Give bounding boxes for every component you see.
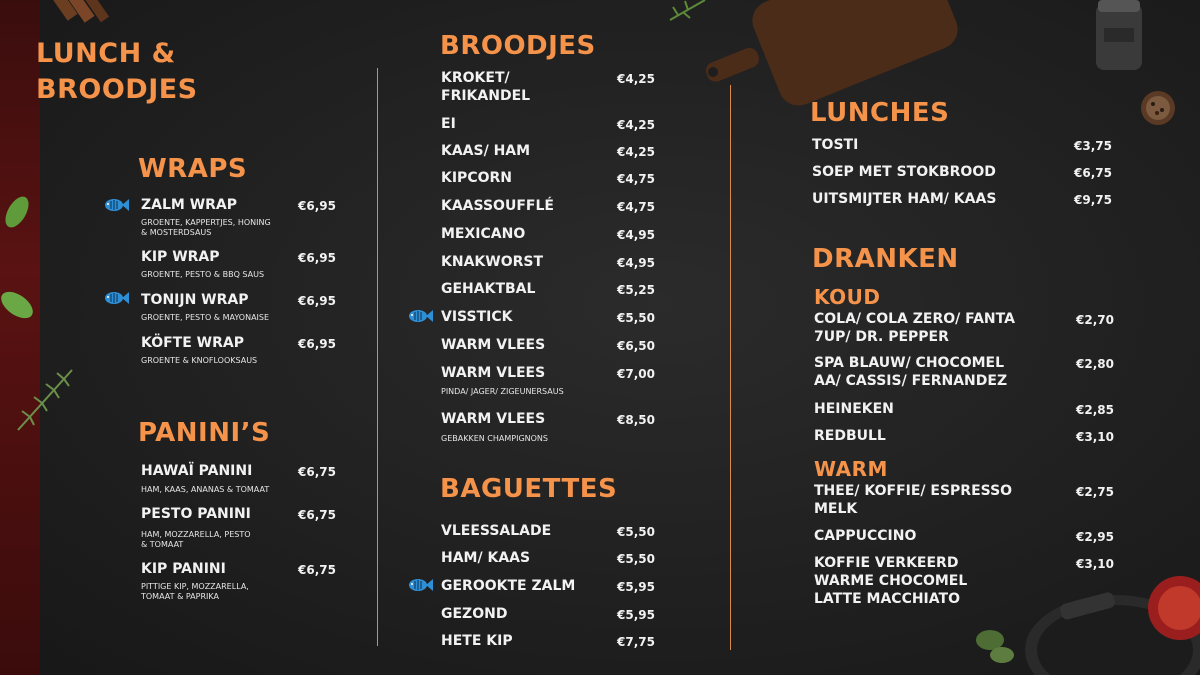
menu-item-name: HETE KIP (441, 633, 513, 649)
menu-item-price: €2,85 (1076, 403, 1114, 417)
menu-item-price: €3,10 (1076, 557, 1114, 571)
menu-item-name: GEHAKTBAL (441, 281, 536, 297)
menu-item-price: €4,75 (617, 172, 655, 186)
menu-item-price: €6,50 (617, 339, 655, 353)
divider-line-left (377, 68, 378, 646)
menu-item-name: VLEESSALADE (441, 523, 552, 539)
menu-item-price: €2,80 (1076, 357, 1114, 371)
menu-item-name: COLA/ COLA ZERO/ FANTA 7UP/ DR. PEPPER (814, 311, 1015, 345)
menu-title-line1: LUNCH & (36, 38, 176, 69)
menu-item-name: KOFFIE VERKEERD WARME CHOCOMEL LATTE MACCHIATO (814, 555, 968, 607)
menu-item-name: MEXICANO (441, 226, 526, 242)
menu-item-name: SOEP MET STOKBROOD (812, 164, 996, 180)
menu-item-description: HAM, KAAS, ANANAS & TOMAAT (141, 485, 270, 494)
herb-sprig-decoration (670, 0, 705, 20)
subsection-title-warm: WARM (814, 457, 888, 481)
subsection-title-koud: KOUD (814, 285, 881, 309)
menu-item-price: €6,95 (298, 294, 336, 308)
section-title-dranken: DRANKEN (812, 244, 959, 274)
fish-icon (407, 308, 433, 324)
section-title-paninis: PANINI’S (138, 418, 271, 448)
menu-item-name: SPA BLAUW/ CHOCOMEL AA/ CASSIS/ FERNANDEZ (814, 355, 1008, 389)
menu-item-name: THEE/ KOFFIE/ ESPRESSO MELK (814, 483, 1013, 517)
menu-item-description: GROENTE & KNOFLOOKSAUS (141, 356, 258, 365)
menu-item-name: HEINEKEN (814, 401, 894, 417)
menu-item-price: €5,95 (617, 580, 655, 594)
menu-item-price: €7,00 (617, 367, 655, 381)
menu-item-price: €6,75 (298, 508, 336, 522)
divider-line-right (730, 85, 731, 650)
menu-item-name: KROKET/ FRIKANDEL (441, 70, 531, 104)
menu-item-name: EI (441, 116, 456, 132)
menu-item-description: GROENTE, KAPPERTJES, HONING & MOSTERDSAUS (141, 218, 271, 237)
menu-item-description: GROENTE, PESTO & BBQ SAUS (141, 270, 265, 279)
pepper-bowl-decoration (1141, 91, 1175, 125)
menu-item-price: €5,50 (617, 311, 655, 325)
menu-item-price: €7,75 (617, 635, 655, 649)
menu-item-price: €2,70 (1076, 313, 1114, 327)
menu-item-price: €4,95 (617, 228, 655, 242)
menu-item-description: PITTIGE KIP, MOZZARELLA, TOMAAT & PAPRIKA (141, 582, 249, 601)
menu-item-price: €5,25 (617, 283, 655, 297)
menu-item-name: KNAKWORST (441, 254, 544, 270)
cutting-board-decoration (703, 0, 963, 112)
menu-item-price: €4,75 (617, 200, 655, 214)
menu-item-price: €3,10 (1076, 430, 1114, 444)
menu-item-price: €4,25 (617, 145, 655, 159)
menu-item-description: PINDA/ JAGER/ ZIGEUNERSAUS (441, 387, 564, 396)
menu-item-name: KIPCORN (441, 170, 512, 186)
menu-item-name: KÖFTE WRAP (141, 335, 244, 351)
menu-item-price: €4,95 (617, 256, 655, 270)
menu-item-name: VISSTICK (441, 309, 513, 325)
fish-icon (407, 577, 433, 593)
menu-item-name: HAM/ KAAS (441, 550, 531, 566)
menu-item-price: €9,75 (1074, 193, 1112, 207)
fish-icon (103, 290, 129, 306)
menu-item-name: WARM VLEES (441, 337, 546, 353)
breadsticks-decoration (50, 0, 109, 23)
menu-item-name: KIP PANINI (141, 561, 226, 577)
menu-item-price: €6,75 (298, 465, 336, 479)
menu-item-name: UITSMIJTER HAM/ KAAS (812, 191, 997, 207)
section-title-baguettes: BAGUETTES (440, 474, 618, 504)
menu-item-price: €6,95 (298, 337, 336, 351)
menu-item-price: €4,25 (617, 72, 655, 86)
menu-item-price: €5,95 (617, 608, 655, 622)
spice-jar-decoration (1096, 0, 1142, 70)
menu-item-name: PESTO PANINI (141, 506, 251, 522)
menu-item-name: REDBULL (814, 428, 886, 444)
menu-item-description: GEBAKKEN CHAMPIGNONS (441, 434, 548, 443)
menu-item-name: ZALM WRAP (141, 197, 238, 213)
menu-item-price: €6,95 (298, 251, 336, 265)
menu-item-price: €5,50 (617, 552, 655, 566)
section-title-broodjes: BROODJES (440, 31, 596, 61)
menu-item-name: WARM VLEES (441, 365, 546, 381)
herb-leaves-bottom-decoration (976, 630, 1014, 663)
fish-icon (103, 197, 129, 213)
menu-item-price: €6,95 (298, 199, 336, 213)
menu-item-price: €6,75 (1074, 166, 1112, 180)
menu-item-name: CAPPUCCINO (814, 528, 917, 544)
menu-item-description: HAM, MOZZARELLA, PESTO & TOMAAT (141, 530, 251, 549)
menu-item-name: GEZOND (441, 606, 508, 622)
section-title-lunches: LUNCHES (810, 98, 950, 128)
menu-item-name: KAASSOUFFLÉ (441, 198, 554, 214)
menu-item-price: €2,95 (1076, 530, 1114, 544)
menu-item-name: WARM VLEES (441, 411, 546, 427)
menu-item-name: TOSTI (812, 137, 859, 153)
menu-item-price: €5,50 (617, 525, 655, 539)
menu-item-price: €4,25 (617, 118, 655, 132)
rosemary-decoration (18, 370, 72, 430)
menu-item-name: TONIJN WRAP (141, 292, 249, 308)
basil-leaves-decoration (0, 193, 37, 324)
menu-item-price: €6,75 (298, 563, 336, 577)
menu-item-name: KIP WRAP (141, 249, 220, 265)
section-title-wraps: WRAPS (138, 154, 248, 184)
menu-item-price: €2,75 (1076, 485, 1114, 499)
menu-item-name: HAWAÏ PANINI (141, 463, 253, 479)
menu-item-name: KAAS/ HAM (441, 143, 531, 159)
menu-title-line2: BROODJES (36, 74, 198, 105)
menu-item-name: GEROOKTE ZALM (441, 578, 576, 594)
menu-item-description: GROENTE, PESTO & MAYONAISE (141, 313, 270, 322)
menu-item-price: €8,50 (617, 413, 655, 427)
menu-item-price: €3,75 (1074, 139, 1112, 153)
